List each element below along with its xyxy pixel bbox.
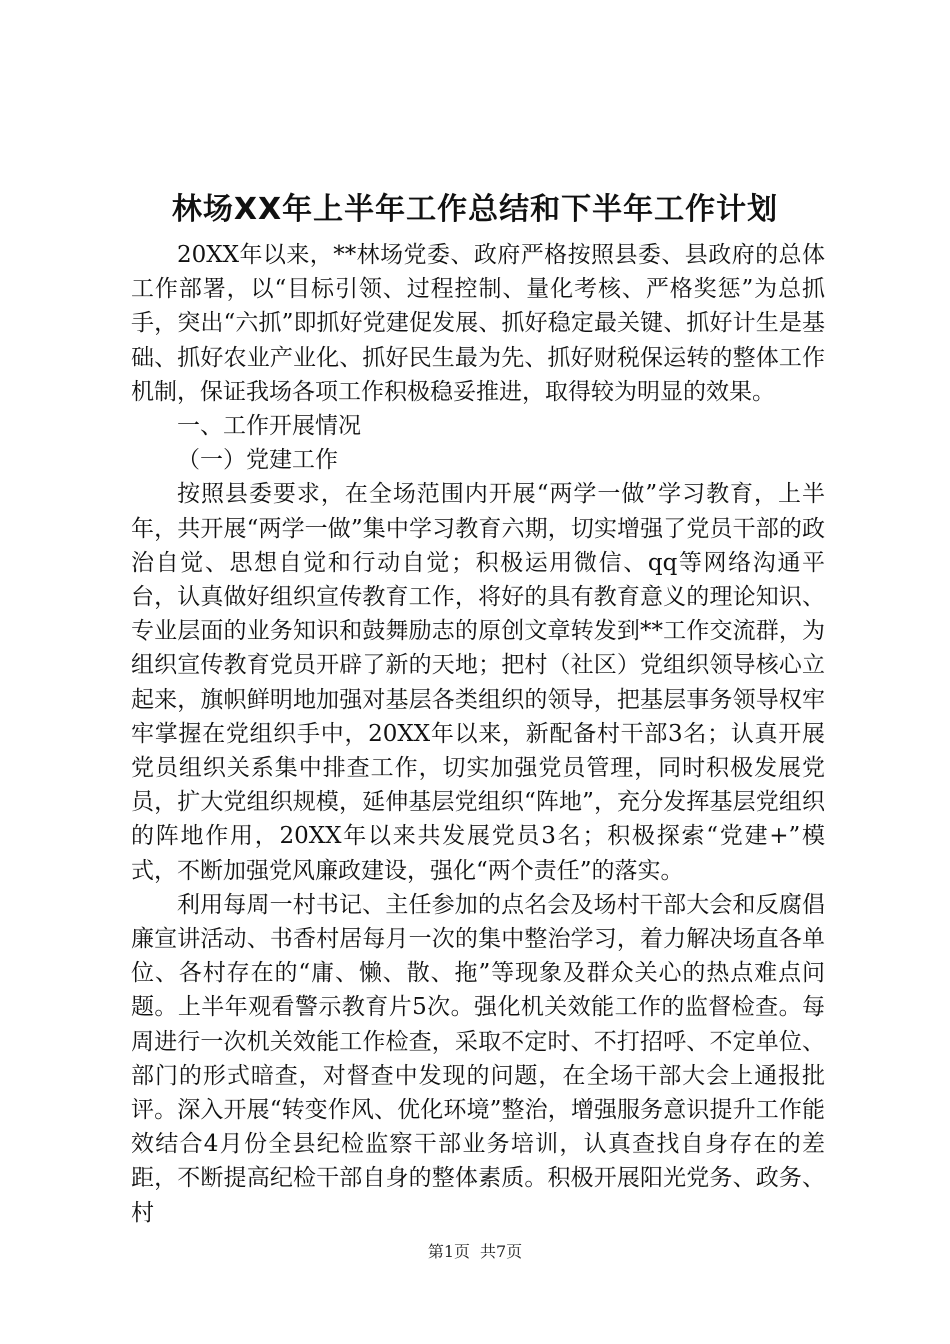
body-paragraph-party-building: 按照县委要求，在全场范围内开展“两学一做”学习教育，上半年，共开展“两学一做”集中学习教育六期，切实增强了党员干部的政治自觉、思想自觉和行动自觉；积极运用微信、qq等网络沟通平台，认真做好组织宣传教育工作，将好的具有教育意义的理论知识、专业层面的业务知识和鼓舞励志的原创文章转发到**工作交流群，为组织宣传教育党员开辟了新的天地；把村（社区）党组织领导核心立起来，旗帜鲜明地加强对基层各类组织的领导，把基层事务领导权牢牢掌握在党组织手中，20XX年以来，新配备村干部3名；认真开展党员组织关系集中排查工作，切实加强党员管理，同时积极发展党员，扩大党组织规模，延伸基层党组织“阵地”，充分发挥基层党组织的阵地作用，20XX年以来共发展党员3名；积极探索“党建+”模式，不断加强党风廉政建设，强化“两个责任”的落实。 (131, 481, 825, 884)
document-title: 林场XX年上半年工作总结和下半年工作计划 (171, 192, 779, 227)
intro-paragraph: 20XX年以来，**林场党委、政府严格按照县委、县政府的总体工作部署，以“目标引领、过程控制、量化考核、严格奖惩”为总抓手，突出“六抓”即抓好党建促发展、抓好稳定最关键、抓好计生是基础、抓好农业产业化、抓好民生最为先、抓好财税保运转的整体工作机制，保证我场各项工作积极稳妥推进，取得较为明显的效果。 (131, 242, 825, 405)
body-paragraph-supervision: 利用每周一村书记、主任参加的点名会及场村干部大会和反腐倡廉宣讲活动、书香村居每月一次的集中整治学习，着力解决场直各单位、各村存在的“庸、懒、散、拖”等现象及群众关心的热点难点问题。上半年观看警示教育片5次。强化机关效能工作的监督检查。每周进行一次机关效能工作检查，采取不定时、不打招呼、不定单位、部门的形式暗查，对督查中发现的问题，在全场干部大会上通报批评。深入开展“转变作风、优化环境”整治，增强服务意识提升工作能效结合4月份全县纪检监察干部业务培训，认真查找自身存在的差距，不断提高纪检干部自身的整体素质。积极开展阳光党务、政务、村 (131, 891, 825, 1226)
section-heading: 一、工作开展情况 (177, 413, 361, 440)
page-total: 共7页 (480, 1242, 523, 1261)
page-number: 第1页 (427, 1242, 470, 1261)
subsection-heading: （一）党建工作 (177, 447, 338, 474)
page-footer (0, 1240, 950, 1264)
document-body (131, 238, 825, 1230)
